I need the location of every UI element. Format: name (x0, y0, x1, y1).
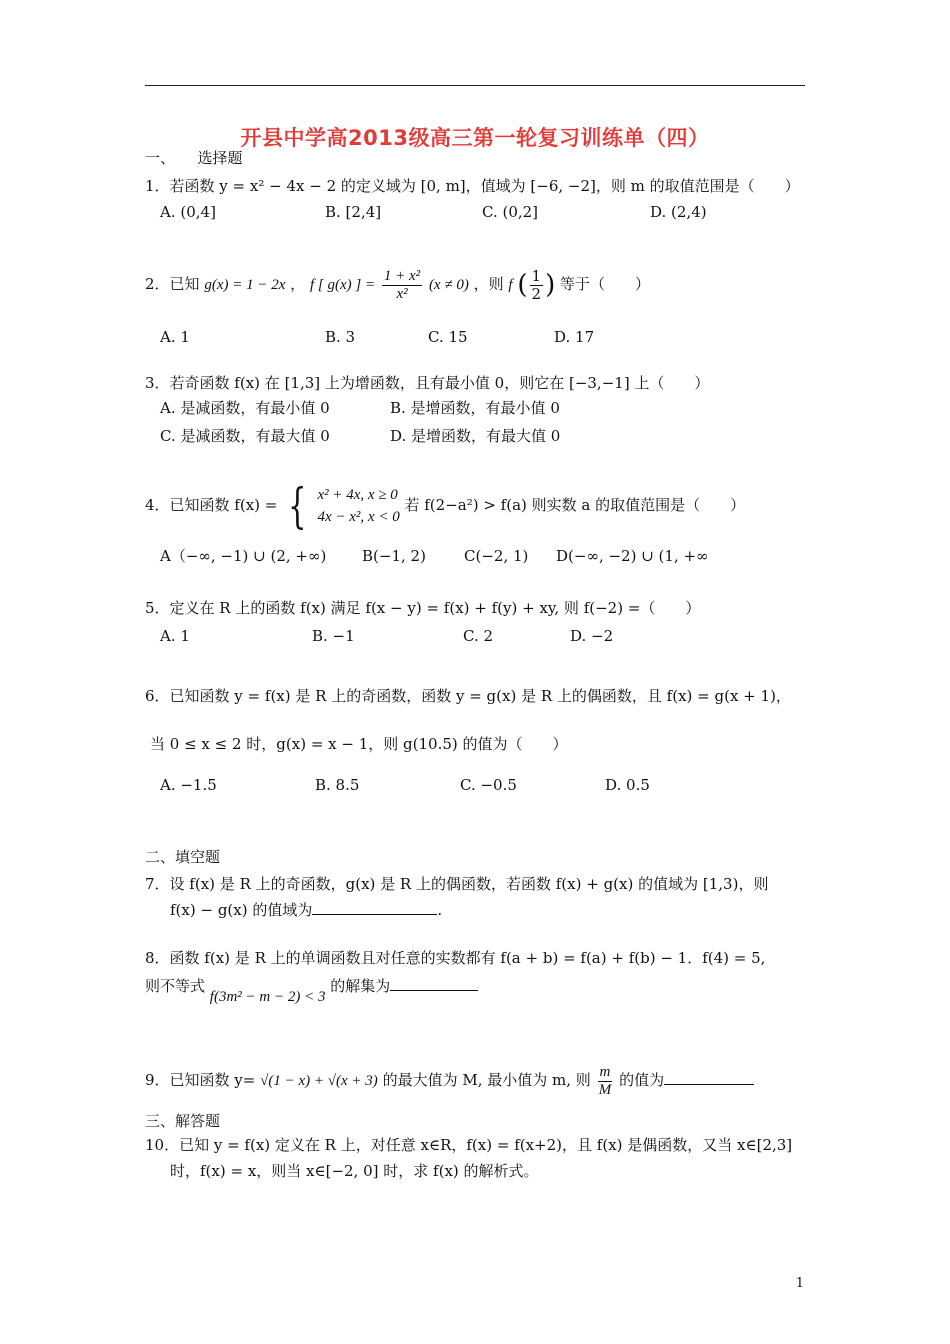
question-5-option-b: B. −1 (312, 627, 355, 645)
question-5-option-a: A. 1 (160, 627, 190, 645)
question-2-option-d: D. 17 (554, 328, 595, 346)
section-heading-choice: 一、 选择题 (145, 149, 243, 167)
question-9-stem: 9．已知函数 y= √(1 − x) + √(x + 3) 的最大值为 M, 最小值为 m, 则 $\frac{m}{M}$ 的值为 (145, 1062, 754, 1099)
question-3-option-b: B. 是增函数，有最小值 0 (390, 399, 560, 417)
question-3-option-d: D. 是增函数，有最大值 0 (390, 427, 561, 445)
question-6-option-d: D. 0.5 (605, 776, 650, 794)
question-3-option-a: A. 是减函数，有最小值 0 (160, 399, 330, 417)
question-1-stem: 1．若函数 y = x² − 4x − 2 的定义域为 [0, m]，值域为 [−6, −2]，则 m 的取值范围是（ ） (145, 177, 800, 195)
header-rule (145, 85, 805, 86)
question-5-option-d: D. −2 (570, 627, 614, 645)
question-1-option-d: D. (2,4) (650, 203, 707, 221)
question-4-option-d: D(−∞, −2) ∪ (1, +∞ (556, 547, 709, 565)
question-6-line-1: 6．已知函数 y = f(x) 是 R 上的奇函数，函数 y = g(x) 是 R 上的偶函数，且 f(x) = g(x + 1)， (145, 687, 791, 705)
question-1-option-c: C. (0,2] (482, 203, 539, 221)
answer-blank[interactable] (390, 976, 478, 991)
question-4-option-a: A（−∞, −1) ∪ (2, +∞) (160, 547, 327, 565)
question-8-line-2: 则不等式 f(3m² − m − 2) < 3 的解集为 (145, 976, 478, 997)
question-5-stem: 5．定义在 R 上的函数 f(x) 满足 f(x − y) = f(x) + f(y) + xy, 则 f(−2) =（ ） (145, 599, 701, 617)
fraction: $\frac{\text{1 + x²}}{\text{x²}}$ (383, 267, 421, 302)
page-number: 1 (795, 1276, 804, 1291)
piecewise-cases: x² + 4x, x ≥ 0 4x − x², x < 0 (317, 487, 400, 525)
section-heading-fill: 二、填空题 (145, 848, 221, 866)
question-7-line-2: f(x) − g(x) 的值域为 . (170, 901, 443, 919)
question-8-line-1: 8．函数 f(x) 是 R 上的单调函数且对任意的实数都有 f(a + b) = f(a) + f(b) − 1．f(4) = 5, (145, 949, 766, 967)
question-3-stem: 3．若奇函数 f(x) 在 [1,3] 上为增函数，且有最小值 0，则它在 [−3,−1] 上（ ） (145, 374, 710, 392)
question-2-option-c: C. 15 (428, 328, 468, 346)
question-5-option-c: C. 2 (463, 627, 494, 645)
question-4-option-b: B(−1, 2) (362, 547, 426, 565)
question-3-option-c: C. 是减函数，有最大值 0 (160, 427, 330, 445)
answer-blank[interactable] (312, 900, 437, 915)
question-2-option-b: B. 3 (325, 328, 356, 346)
fraction-half: $\frac{1}{2}$ (531, 266, 542, 303)
question-6-line-2: 当 0 ≤ x ≤ 2 时，g(x) = x − 1，则 g(10.5) 的值为（ ） (150, 735, 568, 753)
question-4-option-c: C(−2, 1) (464, 547, 529, 565)
question-10-line-1: 10．已知 y = f(x) 定义在 R 上，对任意 x∈R，f(x) = f(x+2)，且 f(x) 是偶函数，又当 x∈[2,3] (145, 1136, 793, 1154)
question-1-option-a: A. (0,4] (160, 203, 216, 221)
question-1-option-b: B. [2,4] (325, 203, 382, 221)
question-4-stem: 4．已知函数 f(x) = { x² + 4x, x ≥ 0 4x − x², x < 0 若 f(2−a²) > f(a) 则实数 a 的取值范围是（ ） (145, 478, 746, 534)
answer-blank[interactable] (664, 1070, 754, 1085)
question-6-option-c: C. −0.5 (460, 776, 517, 794)
question-6-option-b: B. 8.5 (315, 776, 360, 794)
section-heading-solve: 三、解答题 (145, 1112, 221, 1130)
question-7-line-1: 7．设 f(x) 是 R 上的奇函数，g(x) 是 R 上的偶函数，若函数 f(x) + g(x) 的值域为 [1,3)，则 (145, 875, 769, 893)
question-6-option-a: A. −1.5 (160, 776, 217, 794)
question-2-stem: 2．已知 g(x) = 1 − 2x ， f [ g(x) ] = $\frac{\text{1 + x²}}{\text{x²}}$ (x ≠ 0) ，则 f ( $\frac{1}{2}$ ) 等于（ ） (145, 266, 651, 303)
page-title: 开县中学高2013级高三第一轮复习训练单（四） (240, 126, 710, 150)
fraction-m-over-M: $\frac{m}{M}$ (598, 1063, 612, 1098)
question-10-line-2: 时，f(x) = x，则当 x∈[−2, 0] 时，求 f(x) 的解析式。 (170, 1162, 539, 1180)
question-2-option-a: A. 1 (160, 328, 190, 346)
